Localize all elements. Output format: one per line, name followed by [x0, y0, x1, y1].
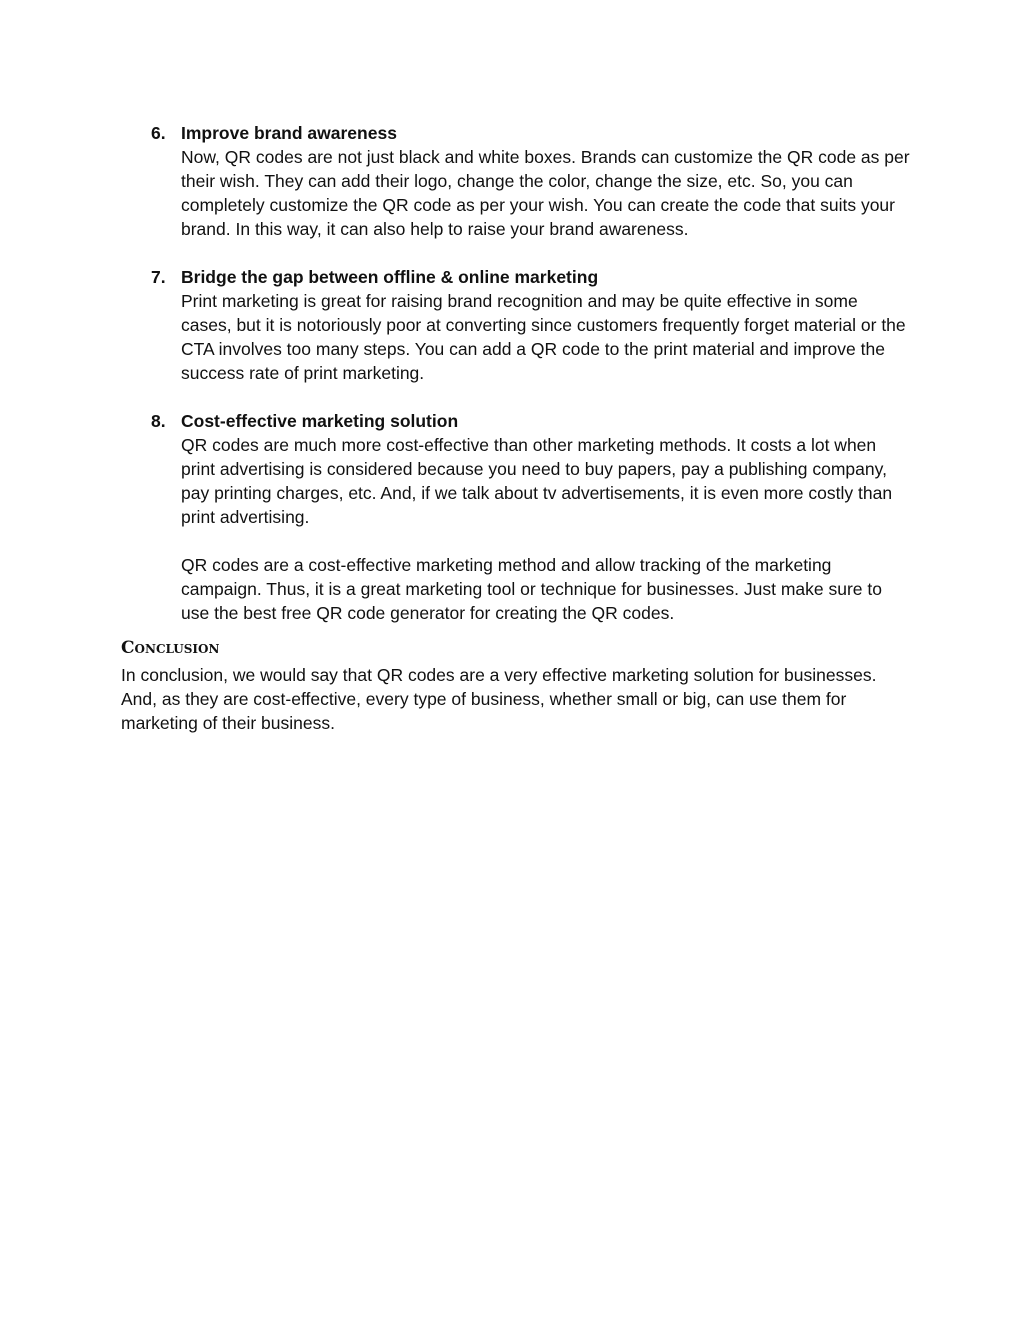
item-paragraph: QR codes are much more cost-effective than other marketing methods. It costs a lot when print advertising is considered because you need to buy papers, pay a publishing company, pay printing charges, etc. And, if we talk about tv advertisements, it is even more costly than print advertising. — [181, 435, 893, 527]
conclusion-paragraph: In conclusion, we would say that QR codes are a very effective marketing solution for businesses. And, as they are cost-effective, every type of business, whether small or big, can use them for marketing of their business. — [121, 665, 877, 733]
item-number: 6. — [151, 123, 166, 143]
conclusion-heading: Conclusion — [121, 638, 220, 658]
item-title: Bridge the gap between offline & online marketing — [181, 267, 599, 287]
item-title: Cost-effective marketing solution — [181, 411, 459, 431]
item-number: 8. — [151, 411, 166, 431]
list-item-8 — [121, 409, 911, 625]
list-item-6 — [121, 121, 911, 241]
list-item-7 — [121, 265, 911, 385]
item-paragraph: Print marketing is great for raising brand recognition and may be quite effective in some cases, but it is notoriously poor at converting since customers frequently forget material or the CTA involves too many steps. You can add a QR code to the print material and improve the success rate of print marketing. — [181, 291, 906, 383]
page-content — [121, 121, 911, 735]
item-paragraph: Now, QR codes are not just black and white boxes. Brands can customize the QR code as per their wish. They can add their logo, change the color, change the size, etc. So, you can completely customize the QR code as per your wish. You can create the code that suits your brand. In this way, it can also help to raise your brand awareness. — [181, 147, 910, 239]
item-paragraph: QR codes are a cost-effective marketing method and allow tracking of the marketing campaign. Thus, it is a great marketing tool or technique for businesses. Just make sure to use the best free QR code generator for creating the QR codes. — [181, 555, 882, 623]
item-title: Improve brand awareness — [181, 123, 397, 143]
item-number: 7. — [151, 267, 166, 287]
